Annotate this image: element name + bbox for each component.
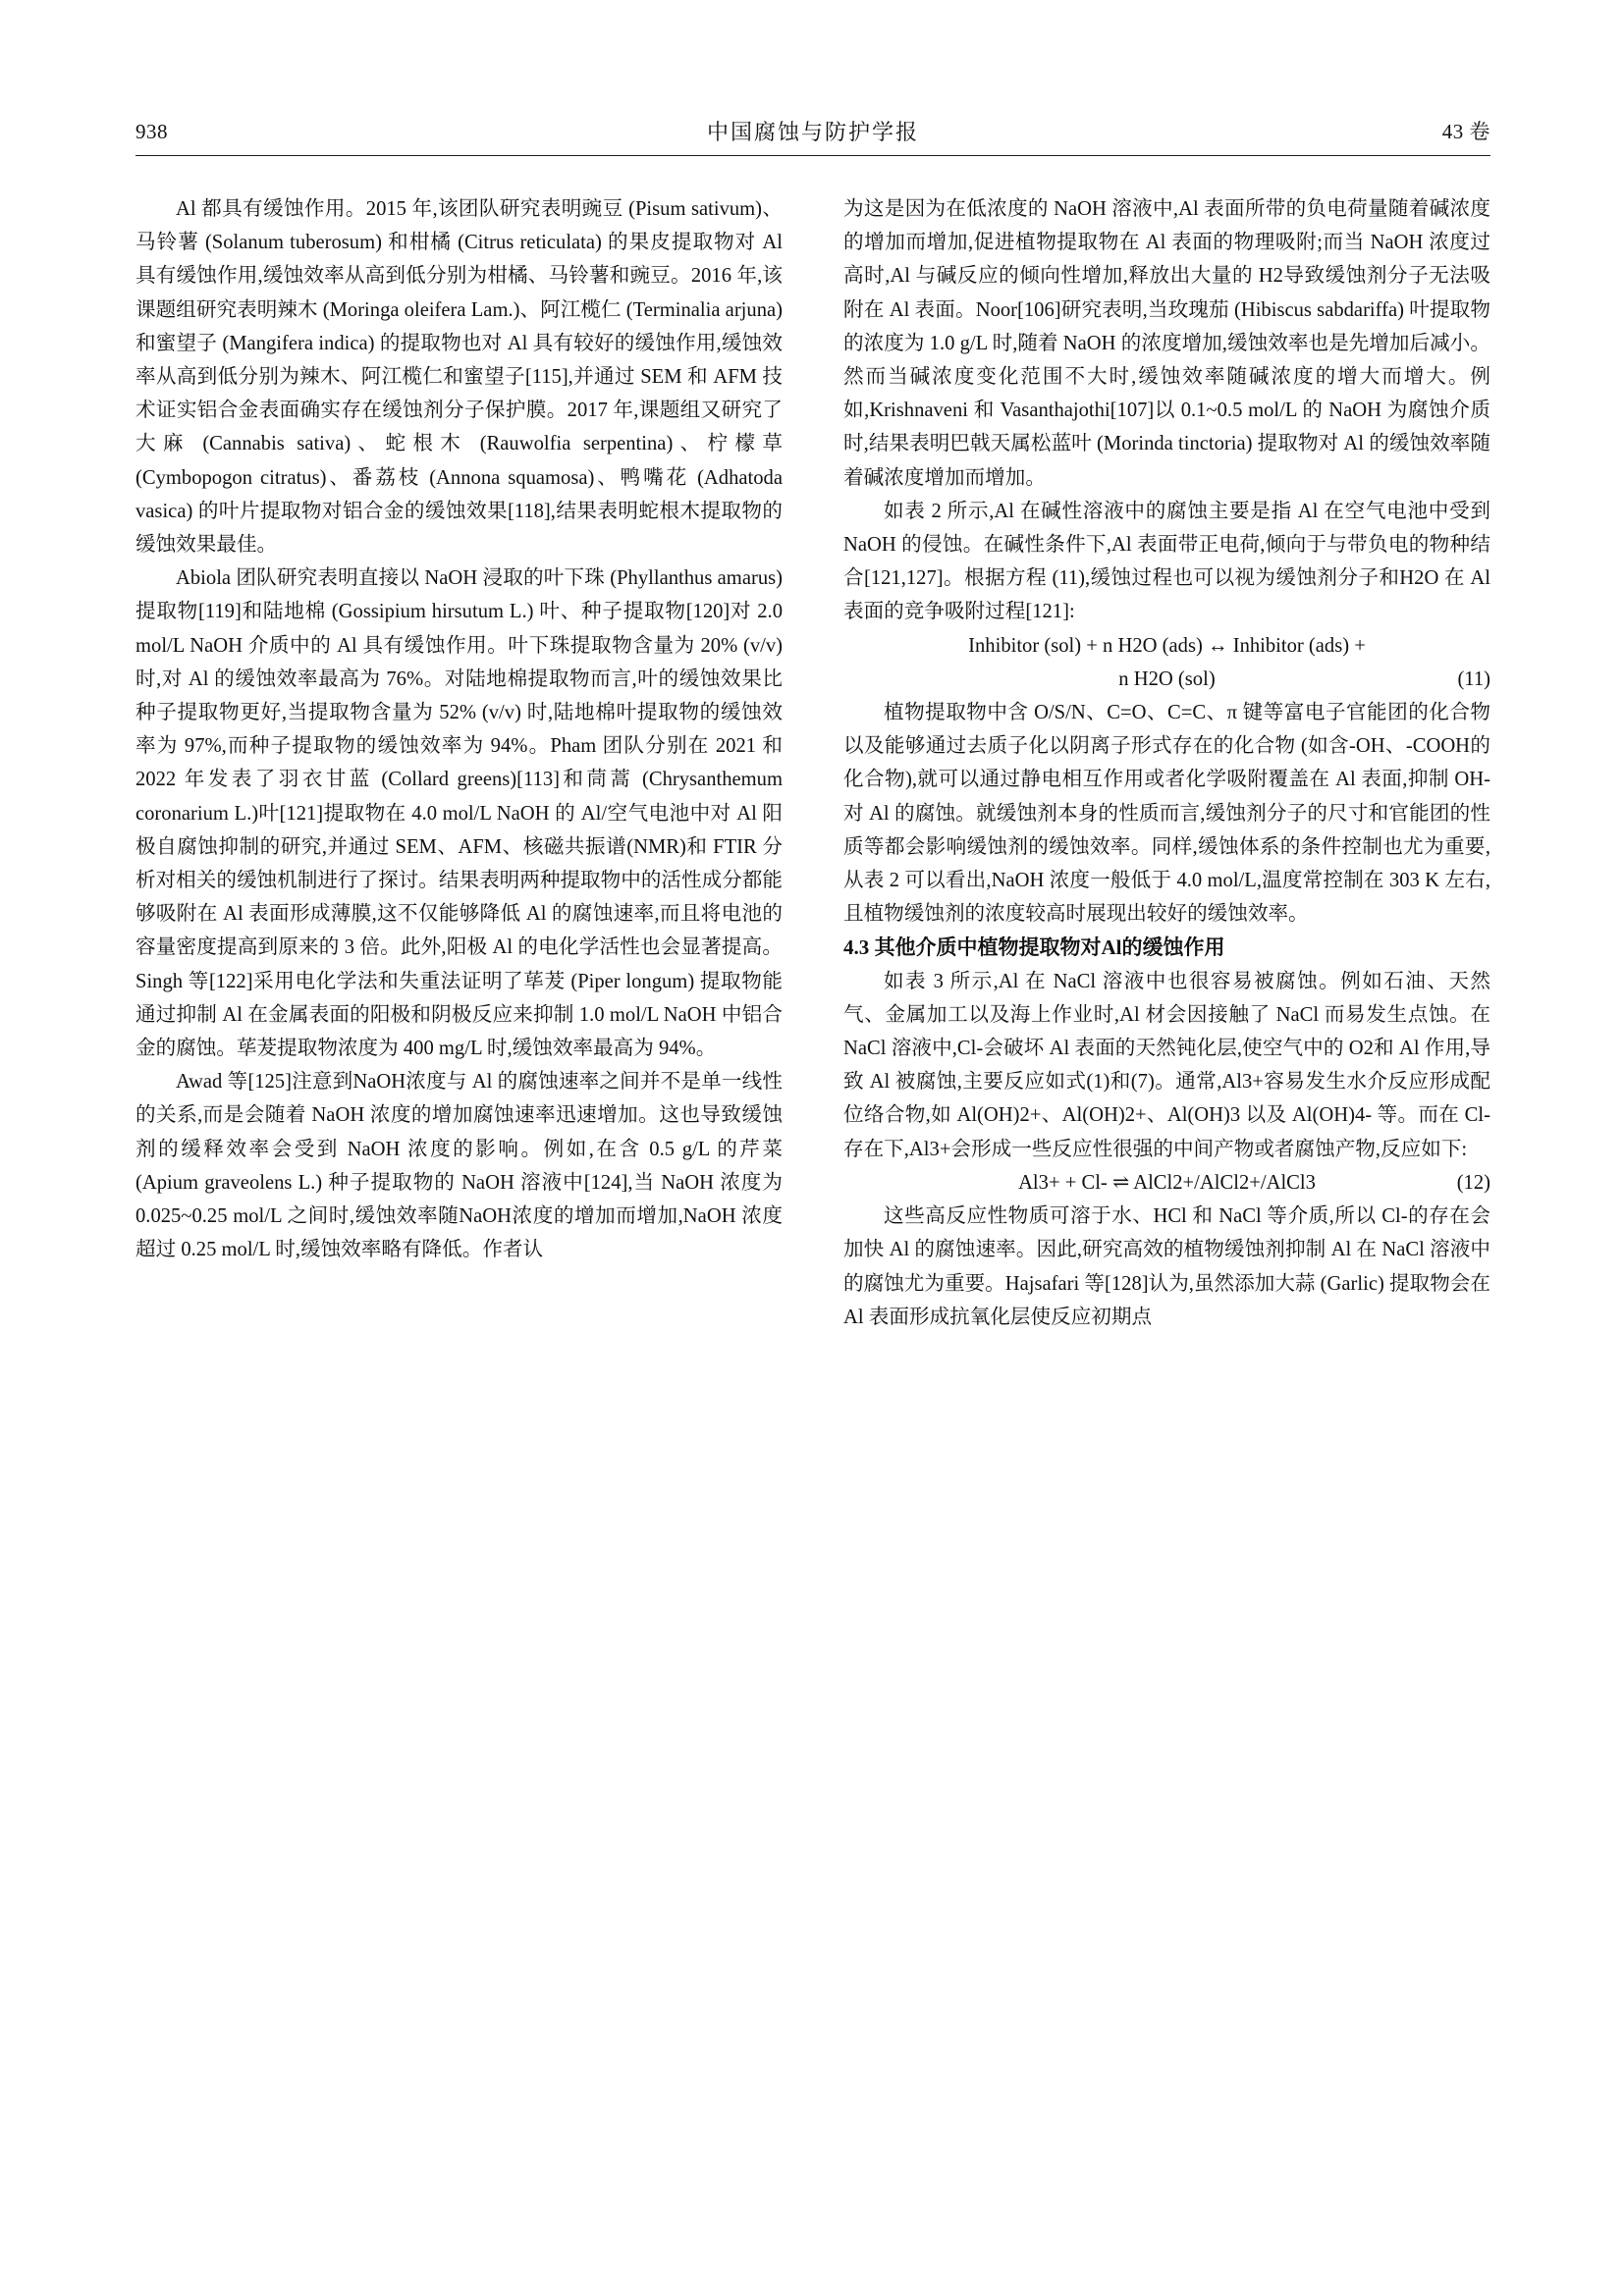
equation-11-text-continued: n H2O (sol): [1118, 667, 1216, 690]
journal-title: 中国腐蚀与防护学报: [706, 120, 920, 144]
paragraph: 如表 3 所示,Al 在 NaCl 溶液中也很容易被腐蚀。例如石油、天然气、金属加工以及海上作业时,Al 材会因接触了 NaCl 而易发生点蚀。在 NaCl 溶液中,Cl-会破坏 Al 表面的天然钝化层,使空气中的 O2和 Al 作用,导致 Al 被腐蚀,主要反应如式(1)和(7)。通常,Al3+容易发生水介反应形成配位络合物,如 Al(OH)2+、Al(OH)2+、Al(OH)3 以及 Al(OH)4- 等。而在 Cl-存在下,Al3+会形成一些反应性很强的中间产物或者腐蚀产物,反应如下:: [843, 970, 1490, 1160]
header-divider: [135, 155, 1490, 156]
right-column: [843, 192, 1490, 1334]
equation-11-number: (11): [1457, 667, 1490, 690]
paragraph: 为这是因为在低浓度的 NaOH 溶液中,Al 表面所带的负电荷量随着碱浓度的增加而增加,促进植物提取物在 Al 表面的物理吸附;而当 NaOH 浓度过高时,Al 与碱反应的倾向性增加,释放出大量的 H2导致缓蚀剂分子无法吸附在 Al 表面。Noor[106]研究表明,当玫瑰茄 (Hibiscus sabdariffa) 叶提取物的浓度为 1.0 g/L 时,随着 NaOH 的浓度增加,缓蚀效率也是先增加后减小。然而当碱浓度变化范围不大时,缓蚀效率随碱浓度的增大而增大。例如,Krishnaveni 和 Vasanthajothi[107]以 0.1~0.5 mol/L 的 NaOH 为腐蚀介质时,结果表明巴戟天属松蓝叶 (Morinda tinctoria) 提取物对 Al 的缓蚀效率随着碱浓度增加而增加。: [843, 198, 1490, 489]
two-column-body: [135, 192, 1490, 1334]
left-column: [135, 192, 783, 1334]
paragraph: 植物提取物中含 O/S/N、C=O、C=C、π 键等富电子官能团的化合物以及能够通过去质子化以阴离子形式存在的化合物 (如含-OH、-COOH的化合物),就可以通过静电相互作用或者化学吸附覆盖在 Al 表面,抑制 OH-对 Al 的腐蚀。就缓蚀剂本身的性质而言,缓蚀剂分子的尺寸和官能团的性质等都会影响缓蚀剂的缓蚀效率。同样,缓蚀体系的条件控制也尤为重要,从表 2 可以看出,NaOH 浓度一般低于 4.0 mol/L,温度常控制在 303 K 左右,且植物缓蚀剂的浓度较高时展现出较好的缓蚀效率。: [843, 702, 1490, 926]
paragraph: Awad 等[125]注意到NaOH浓度与 Al 的腐蚀速率之间并不是单一线性的关系,而是会随着 NaOH 浓度的增加腐蚀速率迅速增加。这也导致缓蚀剂的缓释效率会受到 NaOH 浓度的影响。例如,在含 0.5 g/L 的芹菜 (Apium graveolens L.) 种子提取物的 NaOH 溶液中[124],当 NaOH 浓度为 0.025~0.25 mol/L 之间时,缓蚀效率随NaOH浓度的增加而增加,NaOH 浓度超过 0.25 mol/L 时,缓蚀效率略有降低。作者认: [135, 1071, 783, 1261]
page-number: 938: [135, 120, 168, 143]
volume-label: 43 卷: [1441, 120, 1490, 143]
equation-11-line1: [843, 629, 1490, 663]
equation-11-line2: [843, 663, 1490, 696]
section-heading-4-3: 4.3 其他介质中植物提取物对Al的缓蚀作用: [843, 935, 1225, 960]
equation-12-line: [843, 1166, 1490, 1200]
equation-11-text: Inhibitor (sol) + n H2O (ads) ↔ Inhibitor (ads) +: [968, 634, 1366, 657]
page-header: [135, 116, 1490, 149]
paragraph: Al 都具有缓蚀作用。2015 年,该团队研究表明豌豆 (Pisum sativum)、马铃薯 (Solanum tuberosum) 和柑橘 (Citrus reticulata) 的果皮提取物对 Al 具有缓蚀作用,缓蚀效率从高到低分别为柑橘、马铃薯和豌豆。2016 年,该课题组研究表明辣木 (Moringa oleifera Lam.)、阿江榄仁 (Terminalia arjuna) 和蜜望子 (Mangifera indica) 的提取物也对 Al 具有较好的缓蚀作用,缓蚀效率从高到低分别为辣木、阿江榄仁和蜜望子[115],并通过 SEM 和 AFM 技术证实铝合金表面确实存在缓蚀剂分子保护膜。2017 年,课题组又研究了大麻 (Cannabis sativa)、蛇根木 (Rauwolfia serpentina)、柠檬草 (Cymbopogon citratus)、番荔枝 (Annona squamosa)、鸭嘴花 (Adhatoda vasica) 的叶片提取物对铝合金的缓蚀效果[118],结果表明蛇根木提取物的缓蚀效果最佳。: [135, 198, 783, 557]
paragraph: 这些高反应性物质可溶于水、HCl 和 NaCl 等介质,所以 Cl-的存在会加快 Al 的腐蚀速率。因此,研究高效的植物缓蚀剂抑制 Al 在 NaCl 溶液中的腐蚀尤为重要。Hajsafari 等[128]认为,虽然添加大蒜 (Garlic) 提取物会在 Al 表面形成抗氧化层使反应初期点: [843, 1205, 1490, 1328]
equation-12-text: Al3+ + Cl- ⇌ AlCl2+/AlCl2+/AlCl3: [1018, 1171, 1316, 1194]
paragraph: 如表 2 所示,Al 在碱性溶液中的腐蚀主要是指 Al 在空气电池中受到 NaOH 的侵蚀。在碱性条件下,Al 表面带正电荷,倾向于与带负电的物种结合[121,127]。根据方程 (11),缓蚀过程也可以视为缓蚀剂分子和H2O 在 Al 表面的竞争吸附过程[121]:: [843, 500, 1490, 623]
equation-12-number: (12): [1456, 1171, 1490, 1194]
paragraph: Abiola 团队研究表明直接以 NaOH 浸取的叶下珠 (Phyllanthus amarus) 提取物[119]和陆地棉 (Gossipium hirsutum L.) 叶、种子提取物[120]对 2.0 mol/L NaOH 介质中的 Al 具有缓蚀作用。叶下珠提取物含量为 20% (v/v) 时,对 Al 的缓蚀效率最高为 76%。对陆地棉提取物而言,叶的缓蚀效果比种子提取物更好,当提取物含量为 52% (v/v) 时,陆地棉叶提取物的缓蚀效率为 97%,而种子提取物的缓蚀效率为 94%。Pham 团队分别在 2021 和 2022 年发表了羽衣甘蓝 (Collard greens)[113]和茼蒿 (Chrysanthemum coronarium L.)叶[121]提取物在 4.0 mol/L NaOH 的 Al/空气电池中对 Al 阳极自腐蚀抑制的研究,并通过 SEM、AFM、核磁共振谱(NMR)和 FTIR 分析对相关的缓蚀机制进行了探讨。结果表明两种提取物中的活性成分都能够吸附在 Al 表面形成薄膜,这不仅能够降低 Al 的腐蚀速率,而且将电池的容量密度提高到原来的 3 倍。此外,阳极 Al 的电化学活性也会显著提高。Singh 等[122]采用电化学法和失重法证明了荜茇 (Piper longum) 提取物能通过抑制 Al 在金属表面的阳极和阴极反应来抑制 1.0 mol/L NaOH 中铝合金的腐蚀。荜茇提取物浓度为 400 mg/L 时,缓蚀效率最高为 94%。: [135, 567, 783, 1060]
